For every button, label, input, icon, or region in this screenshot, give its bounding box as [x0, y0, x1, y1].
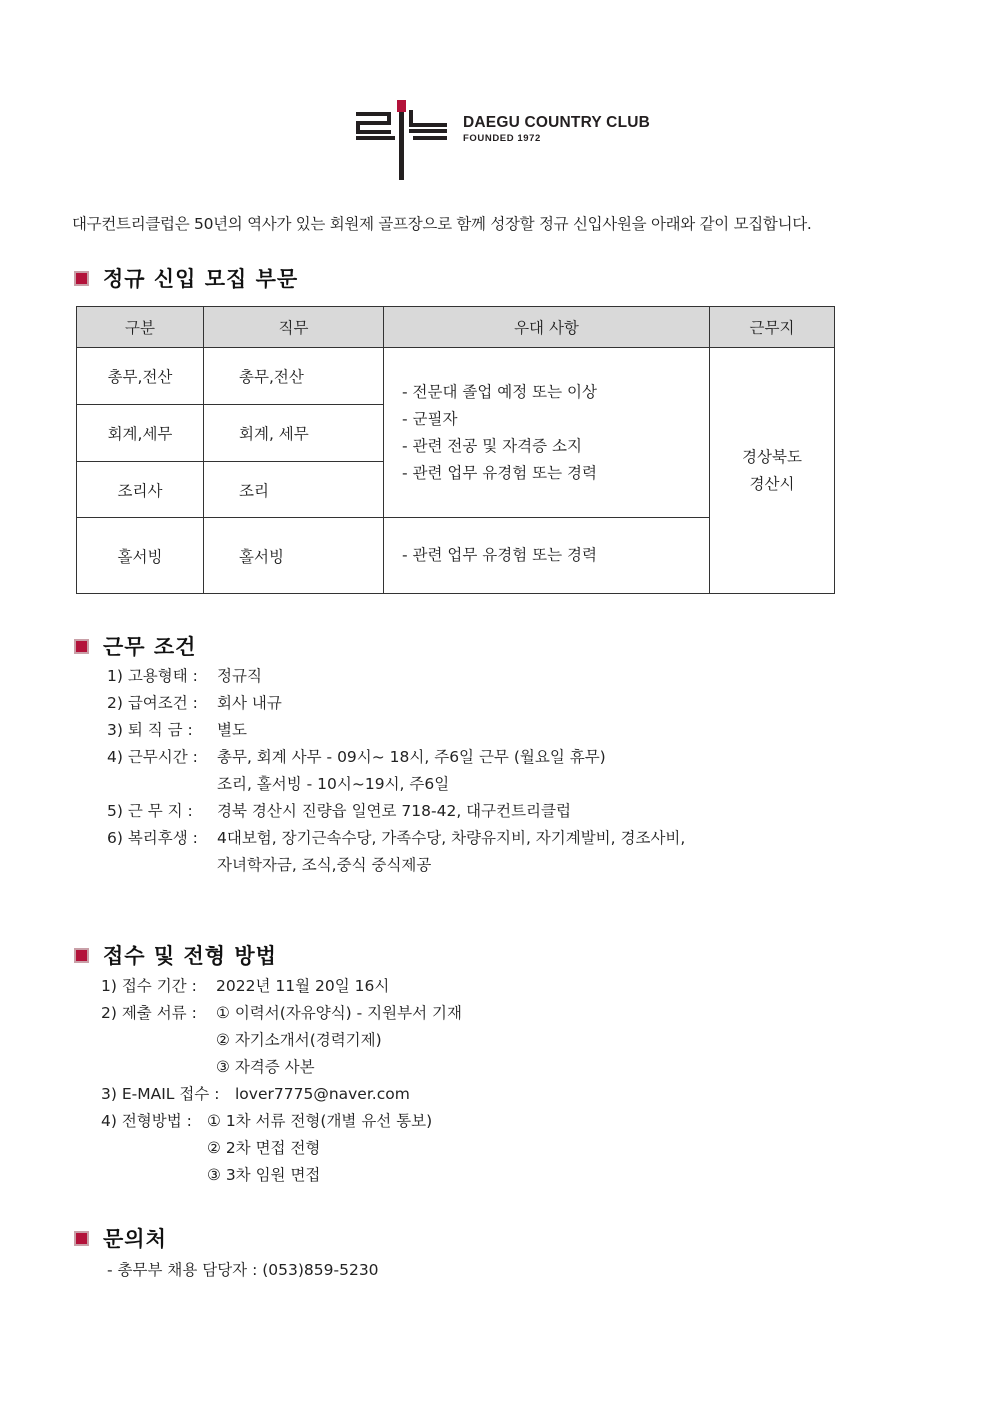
- apply-process-item: ② 2차 면접 전형: [207, 1139, 321, 1157]
- condition-salary: [107, 690, 282, 717]
- condition-hours: [107, 744, 606, 771]
- section-apply-heading: [74, 942, 277, 968]
- section-conditions-heading: [74, 633, 196, 659]
- club-founded: FOUNDED 1972: [463, 133, 541, 144]
- apply-email-value: lover7775@naver.com: [235, 1085, 410, 1103]
- apply-document-item: ③ 자격증 사본: [216, 1058, 315, 1076]
- square-bullet-icon: [74, 948, 89, 963]
- apply-documents: [101, 1000, 462, 1027]
- apply-value: ① 1차 서류 전형(개별 유선 통보): [207, 1112, 433, 1130]
- contact-line: - 총무부 채용 담당자 : (053)859-5230: [107, 1261, 379, 1279]
- apply-document-item: ② 자기소개서(경력기제): [216, 1031, 382, 1049]
- club-emblem-icon: [355, 98, 455, 182]
- condition-label: 6) 복리후생 :: [107, 829, 198, 847]
- square-bullet-icon: [74, 271, 89, 286]
- apply-value: ① 이력서(자유양식) - 지원부서 기재: [216, 1004, 462, 1022]
- section-title: 근무 조건: [103, 635, 197, 659]
- row-category: 홀서빙: [77, 518, 204, 594]
- square-bullet-icon: [74, 1231, 89, 1246]
- perk-item: - 전문대 졸업 예정 또는 이상: [402, 382, 597, 401]
- section-recruit-heading: [74, 265, 298, 291]
- apply-email: [101, 1081, 410, 1108]
- header-role: 직무: [204, 307, 384, 348]
- row-category: 회계,세무: [77, 405, 204, 462]
- row-role: 홀서빙: [204, 518, 384, 594]
- condition-label: 4) 근무시간 :: [107, 748, 198, 766]
- apply-label: 4) 전형방법 :: [101, 1112, 192, 1130]
- intro-text: 대구컨트리클럽은 50년의 역사가 있는 회원제 골프장으로 함께 성장할 정규 신입사원을 아래와 같이 모집합니다.: [72, 215, 812, 233]
- perks-main-cell: [384, 348, 710, 518]
- section-title: 접수 및 전형 방법: [103, 944, 277, 968]
- condition-severance: [107, 717, 247, 744]
- perk-item: - 군필자: [402, 409, 458, 428]
- condition-benefits-cont: 자녀학자금, 조식,중식 중식제공: [217, 856, 432, 874]
- apply-label: 2) 제출 서류 :: [101, 1004, 197, 1022]
- apply-process-item: ③ 3차 임원 면접: [207, 1166, 321, 1184]
- condition-employment: [107, 663, 262, 690]
- condition-value: 4대보험, 장기근속수당, 가족수당, 차량유지비, 자기계발비, 경조사비,: [217, 829, 686, 847]
- section-title: 문의처: [103, 1227, 167, 1251]
- apply-period: [101, 973, 390, 1000]
- condition-value: 회사 내규: [217, 694, 282, 712]
- condition-value: 정규직: [217, 667, 262, 685]
- condition-label: 3) 퇴 직 금 :: [107, 721, 193, 739]
- condition-hours-cont: 조리, 홀서빙 - 10시~19시, 주6일: [217, 775, 450, 793]
- condition-value: 총무, 회계 사무 - 09시~ 18시, 주6일 근무 (월요일 휴무): [217, 748, 606, 766]
- row-category: 조리사: [77, 462, 204, 518]
- condition-label: 2) 급여조건 :: [107, 694, 198, 712]
- location-city: 경산시: [749, 474, 795, 493]
- perk-item: - 관련 업무 유경험 또는 경력: [402, 463, 597, 482]
- club-name: DAEGU COUNTRY CLUB: [463, 114, 651, 131]
- club-logo: [355, 98, 655, 182]
- recruit-table: [76, 306, 835, 594]
- row-role: 회계, 세무: [204, 405, 384, 462]
- header-category: 구분: [77, 307, 204, 348]
- location-cell: [710, 348, 835, 594]
- condition-value: 별도: [217, 721, 247, 739]
- apply-label: 3) E-MAIL 접수 :: [101, 1085, 220, 1103]
- condition-benefits: [107, 825, 686, 852]
- header-perks: 우대 사항: [384, 307, 710, 348]
- apply-label: 1) 접수 기간 :: [101, 977, 197, 995]
- row-role: 조리: [204, 462, 384, 518]
- section-title: 정규 신입 모집 부문: [103, 267, 299, 291]
- perks-hall-cell: - 관련 업무 유경험 또는 경력: [384, 518, 710, 594]
- square-bullet-icon: [74, 639, 89, 654]
- row-category: 총무,전산: [77, 348, 204, 405]
- table-header-row: [77, 307, 835, 348]
- condition-value: 경북 경산시 진량읍 일연로 718-42, 대구컨트리클럽: [217, 802, 571, 820]
- perk-item: - 관련 전공 및 자격증 소지: [402, 436, 582, 455]
- apply-process: [101, 1108, 433, 1135]
- header-location: 근무지: [710, 307, 835, 348]
- condition-location: [107, 798, 571, 825]
- location-province: 경상북도: [742, 447, 802, 466]
- condition-label: 1) 고용형태 :: [107, 667, 198, 685]
- section-contact-heading: [74, 1225, 167, 1251]
- row-role: 총무,전산: [204, 348, 384, 405]
- table-row: [77, 348, 835, 405]
- apply-value: 2022년 11월 20일 16시: [216, 977, 390, 995]
- condition-label: 5) 근 무 지 :: [107, 802, 193, 820]
